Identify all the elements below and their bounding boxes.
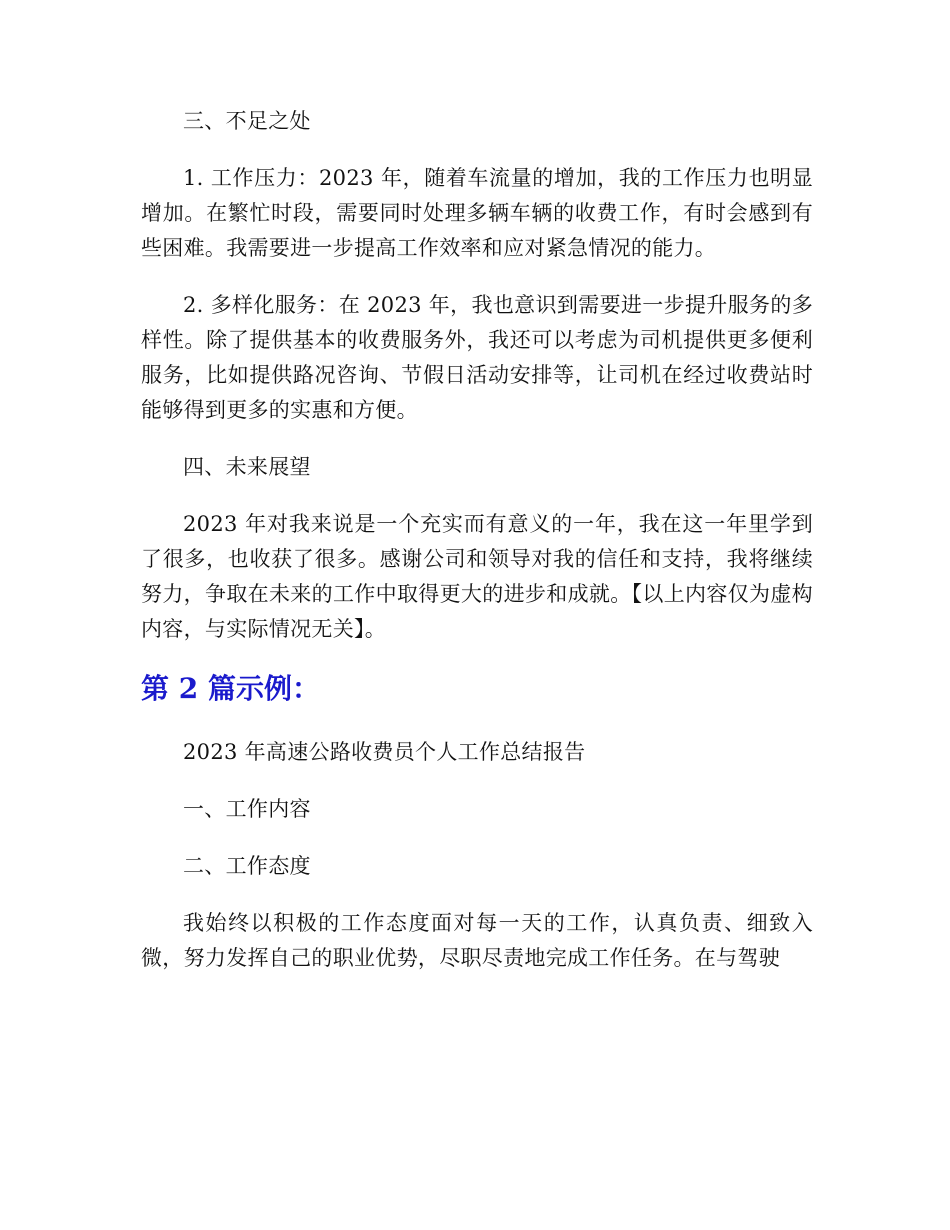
subheading-work-attitude: 二、工作态度 (183, 854, 311, 878)
paragraph-work-pressure: 1. 工作压力：2023 年，随着车流量的增加，我的工作压力也明显增加。在繁忙时段，需要同时处理多辆车辆的收费工作，有时会感到有些困难。我需要进一步提高工作效率和应对紧急情况的能力。 (141, 166, 813, 260)
report-title: 2023 年高速公路收费员个人工作总结报告 (183, 740, 586, 764)
document-page (141, 104, 813, 998)
subheading-shortcomings: 三、不足之处 (183, 109, 311, 133)
paragraph-diversified-service: 2. 多样化服务：在 2023 年，我也意识到需要进一步提升服务的多样性。除了提供基本的收费服务外，我还可以考虑为司机提供更多便利服务，比如提供路况咨询、节假日活动安排等，让司机在经过收费站时能够得到更多的实惠和方便。 (141, 293, 813, 422)
section-heading-example-2: 第 2 篇示例： (141, 672, 320, 705)
paragraph-work-attitude: 我始终以积极的工作态度面对每一天的工作，认真负责、细致入微，努力发挥自己的职业优势，尽职尽责地完成工作任务。在与驾驶 (141, 911, 813, 970)
subheading-future-outlook: 四、未来展望 (183, 455, 311, 479)
paragraph-conclusion: 2023 年对我来说是一个充实而有意义的一年，我在这一年里学到了很多，也收获了很多。感谢公司和领导对我的信任和支持，我将继续努力，争取在未来的工作中取得更大的进步和成就。【以上内容仅为虚构内容，与实际情况无关】。 (141, 512, 813, 641)
subheading-work-content: 一、工作内容 (183, 797, 311, 821)
